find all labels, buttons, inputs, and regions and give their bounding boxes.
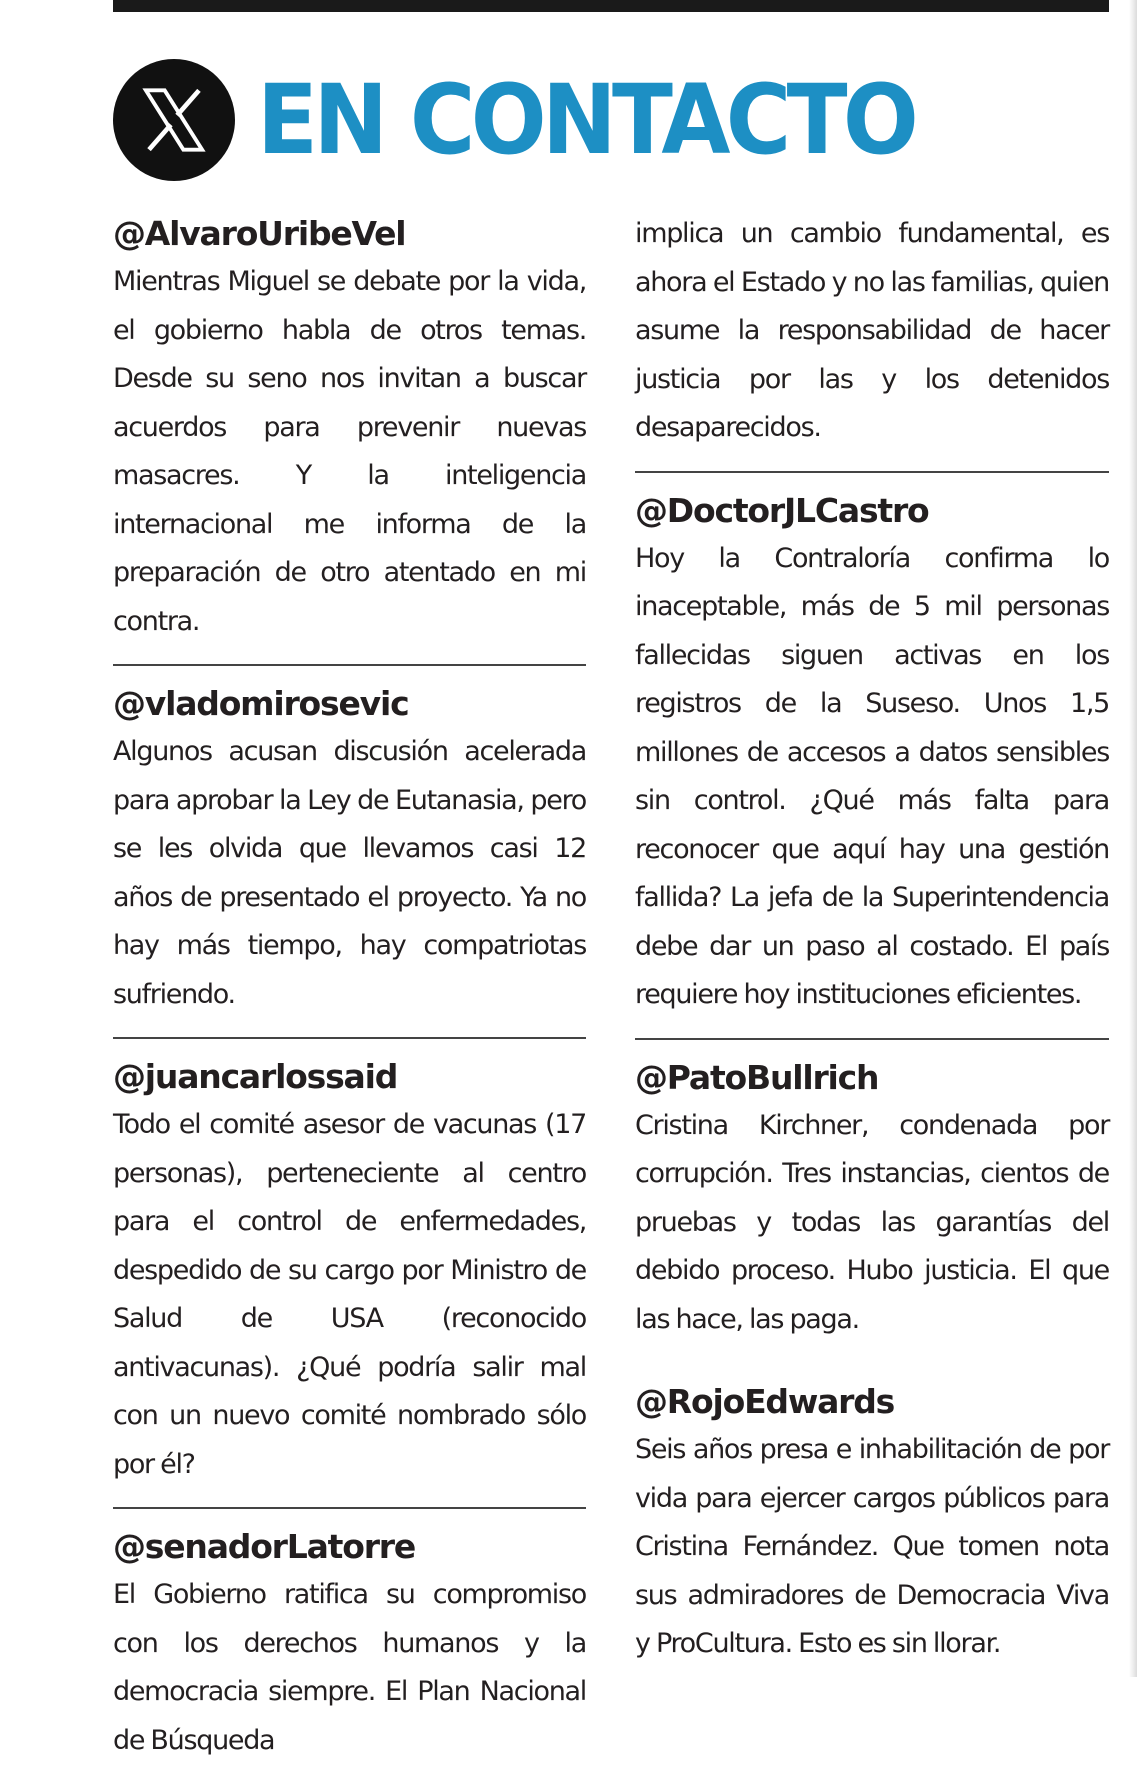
divider (113, 664, 586, 666)
spacer (635, 1344, 1109, 1378)
post-text: Cristina Kirchner, condenada por corrupción. Tres instancias, cientos de pruebas y todas las garantías del debido proceso. Hubo justicia. El que las hace, las paga. (635, 1109, 1109, 1335)
post-text: Mientras Miguel se debate por la vida, el gobierno habla de otros temas. Desde su seno nos invitan a buscar acuerdos para prevenir nuevas masacres. Y la inteligencia internacional me informa de la preparación de otro atentado en mi contra. (113, 266, 586, 637)
post (113, 210, 586, 646)
post (635, 1054, 1109, 1345)
divider (113, 1037, 586, 1039)
left-column (113, 210, 586, 1765)
divider (113, 1507, 586, 1509)
post-text: Algunos acusan discusión acelerada para aprobar la Ley de Eutanasia, pero se les olvida que llevamos casi 12 años de presentado el proyecto. Ya no hay más tiempo, hay compatriotas sufriendo. (113, 736, 586, 1010)
post-handle[interactable]: @vladomirosevic (113, 684, 409, 723)
post-handle[interactable]: @RojoEdwards (635, 1382, 895, 1421)
x-logo-glyph (135, 81, 213, 159)
post-handle[interactable]: @AlvaroUribeVel (113, 214, 406, 253)
post (635, 487, 1109, 1020)
post-text: El Gobierno ratifica su compromiso con los derechos humanos y la democracia siempre. El Plan Nacional de Búsqueda (113, 1579, 586, 1756)
page-edge-shadow (1129, 0, 1137, 1677)
post (113, 1523, 586, 1765)
divider (635, 471, 1109, 473)
post-text: Hoy la Contraloría confirma lo inaceptable, más de 5 mil personas fallecidas siguen activas en los registros de la Suseso. Unos 1,5 millones de accesos a datos sensibles sin control. ¿Qué más falta para reconocer que aquí hay una gestión fallida? La jefa de la Superintendencia debe dar un paso al costado. El país requiere hoy instituciones eficientes. (635, 542, 1109, 1010)
post-text: Seis años presa e inhabilitación de por vida para ejercer cargos públicos para Cristina Fernández. Que tomen nota sus admiradores de Democracia Viva y ProCultura. Esto es sin llorar. (635, 1434, 1109, 1659)
post (113, 1053, 586, 1489)
right-column (635, 210, 1109, 1669)
post-handle[interactable]: @DoctorJLCastro (635, 490, 929, 530)
post (635, 1378, 1109, 1669)
section-title: EN CONTACTO (257, 64, 915, 176)
post-handle[interactable]: @juancarlossaid (113, 1057, 398, 1096)
post (113, 680, 586, 1019)
top-rule (113, 0, 1109, 12)
x-logo-icon (113, 59, 235, 181)
post-handle[interactable]: @PatoBullrich (635, 1057, 879, 1097)
post-text: Todo el comité asesor de vacunas (17 personas), perteneciente al centro para el control de enfermedades, despedido de su cargo por Ministro de Salud de USA (reconocido antivacunas). ¿Qué podría salir mal con un nuevo comité nombrado sólo por él? (113, 1109, 586, 1480)
continued-post-text: implica un cambio fundamental, es ahora el Estado y no las familias, quien asume la responsabilidad de hacer justicia por las y los detenidos desaparecidos. (635, 218, 1109, 443)
section-header (113, 58, 964, 182)
divider (635, 1038, 1109, 1040)
post-handle[interactable]: @senadorLatorre (113, 1527, 416, 1566)
